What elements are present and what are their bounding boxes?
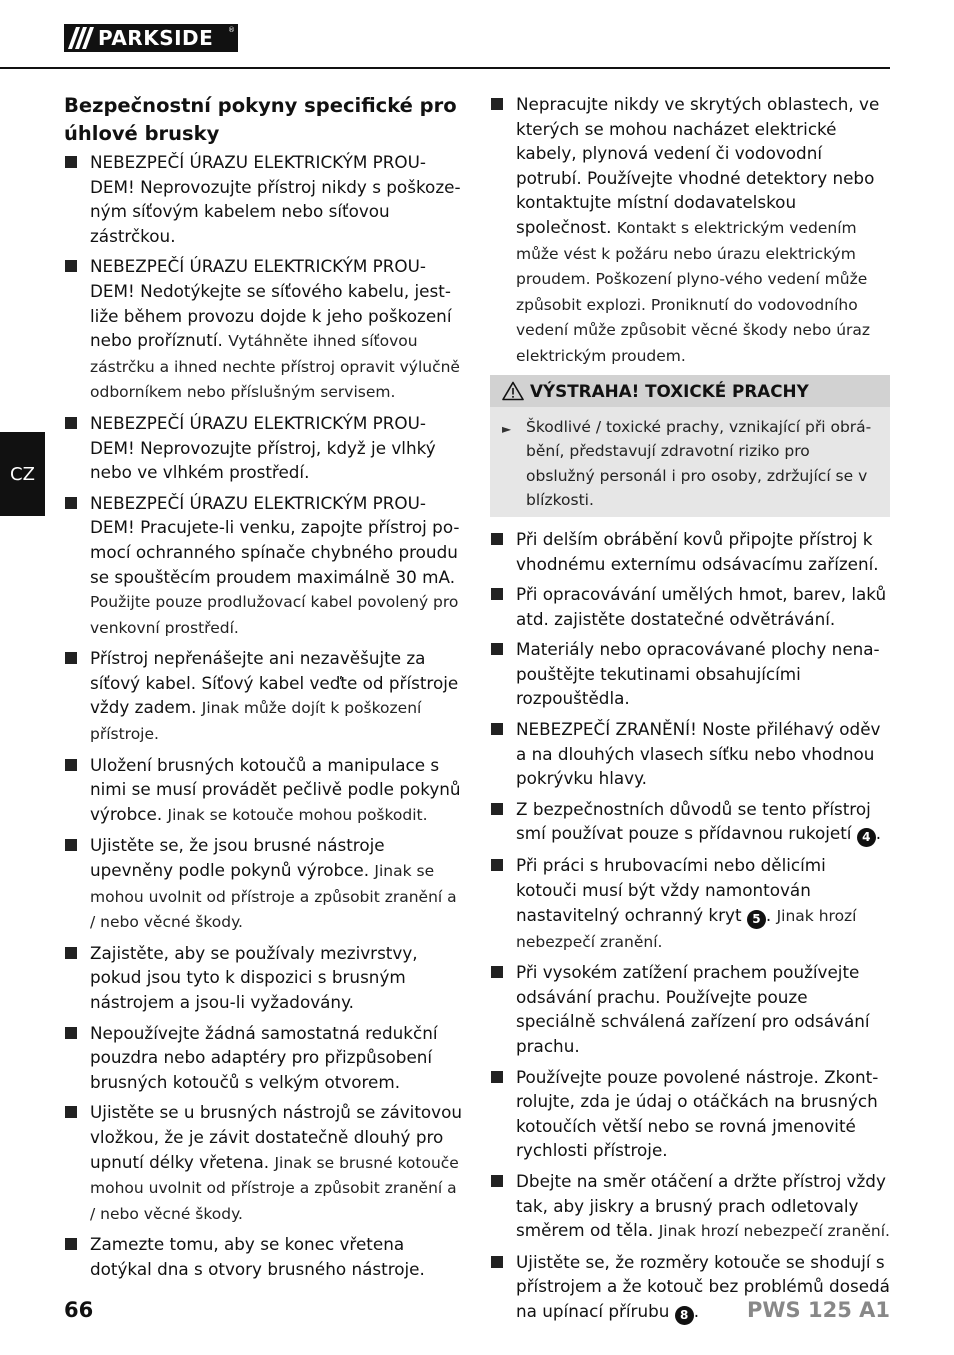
part-number-badge: 5 xyxy=(747,910,766,929)
item-plain-text: Jinak hrozí nebezpečí zranění. xyxy=(658,1222,890,1241)
item-strong-text: NEBEZPEČÍ ZRANĚNÍ! Noste přiléhavý oděv a na dlouhých vlasech síťku nebo vhodnou pokrývku hlavy. xyxy=(516,719,881,789)
warning-text: Škodlivé / toxické prachy, vznikající při obrá-bění, představují zdravotní riziko pro obslužný personál i pro osoby, zdržující se v blízkosti. xyxy=(526,417,872,510)
list-item xyxy=(64,1232,464,1281)
bullet-square-icon xyxy=(65,1106,77,1118)
bullet-square-icon xyxy=(491,1071,503,1083)
list-item xyxy=(490,637,890,711)
list-item xyxy=(64,833,464,934)
item-plain-text: Jinak se kotouče mohou poškodit. xyxy=(167,805,428,824)
right-item-list xyxy=(490,527,890,791)
item-strong-text: Nepoužívejte žádná samostatná redukční pouzdra nebo adaptéry pro přizpůsobení brusných kotoučů s velkým otvorem. xyxy=(90,1022,438,1092)
item-strong-text: NEBEZPEČÍ ÚRAZU ELEKTRICKÝM PROU-DEM! Nedotýkejte se síťového kabelu, jest-liže během provozu dojde k jeho poškození nebo proříznutí. xyxy=(90,256,452,351)
bullet-square-icon xyxy=(65,260,77,272)
warning-header xyxy=(490,375,890,407)
bullet-square-icon xyxy=(491,533,503,545)
item-strong-text: Dbejte na směr otáčení a držte přístroj vždy tak, aby jiskry a brusný prach odletovaly směrem od těla. xyxy=(516,1170,886,1241)
list-item xyxy=(64,1100,464,1226)
bullet-square-icon xyxy=(491,588,503,600)
item-strong-text: Ujistěte se, že jsou brusné nástroje upevněny podle pokynů výrobce. xyxy=(90,835,385,881)
item-plain-text: Kontakt s elektrickým vedením může vést k požáru nebo úrazu elektrickým proudem. Poškození plyno-vého vedení může způsobit explozi. Proniknutí do vodovodního vedení může způsobit věcné škody nebo úraz elektrickým proudem. xyxy=(516,218,871,365)
model-name: PWS 125 A1 xyxy=(746,1298,890,1322)
bullet-square-icon xyxy=(65,839,77,851)
list-item xyxy=(64,254,464,405)
item-plain-text: Použijte pouze prodlužovací kabel povolený pro venkovní prostředí. xyxy=(90,593,459,637)
item-strong-text: NEBEZPEČÍ ÚRAZU ELEKTRICKÝM PROU-DEM! Neprovozujte přístroj, když je vlhký nebo ve vlhkém prostředí. xyxy=(90,412,436,483)
warning-title: VÝSTRAHA! TOXICKÉ PRACHY xyxy=(530,380,809,401)
bullet-square-icon xyxy=(491,1256,503,1268)
item-strong-text: Materiály nebo opracovávané plochy nena-pouštějte tekutinami obsahujícími rozpouštědla. xyxy=(516,639,880,709)
arrow-right-icon: ► xyxy=(502,421,512,436)
item-plain-text: Jinak hrozí nebezpečí zranění. xyxy=(516,906,857,951)
list-item xyxy=(64,646,464,746)
list-item xyxy=(490,797,890,848)
bullet-square-icon xyxy=(491,859,503,871)
parkside-logo xyxy=(64,24,238,52)
bullet-square-icon xyxy=(491,966,503,978)
item-tail: . xyxy=(875,823,882,844)
bullet-square-icon xyxy=(65,1238,77,1250)
item-strong-text: NEBEZPEČÍ ÚRAZU ELEKTRICKÝM PROU-DEM! Neprovozujte přístroj nikdy s poškoze-ným síťovým kabelem nebo síťovou zástrčkou. xyxy=(90,152,461,246)
item-plain-text: Jinak se brusné kotouče mohou uvolnit od přístroje a způsobit zranění a / nebo věcné škody. xyxy=(90,1153,459,1223)
list-item xyxy=(64,753,464,828)
bullet-square-icon xyxy=(491,98,503,110)
bullet-square-icon xyxy=(65,497,77,509)
item-plain-text: Vytáhněte ihned síťovou zástrčku a ihned nechte přístroj opravit výlučně odborníkem nebo příslušným servisem. xyxy=(90,332,460,402)
bullet-square-icon xyxy=(491,803,503,815)
item-strong-text: Ujistěte se u brusných nástrojů se závitovou vložkou, že je závit dostatečně dlouhý pro upnutí délky vřetena. xyxy=(90,1102,462,1172)
list-item xyxy=(64,150,464,248)
part-number-badge: 4 xyxy=(857,828,876,847)
bullet-square-icon xyxy=(65,652,77,664)
bullet-square-icon xyxy=(491,643,503,655)
bullet-square-icon xyxy=(65,1027,77,1039)
item-tail: . xyxy=(765,904,772,925)
list-item xyxy=(64,491,464,641)
item-strong-text: Ujistěte se, že rozměry kotouče se shodují s přístrojem a že kotouč bez problémů dosedá na upínací přírubu xyxy=(516,1251,890,1321)
item-strong-text: Při vysokém zatížení prachem používejte odsávání prachu. Používejte pouze speciálně schválená zařízení pro odsávání prachu. xyxy=(516,962,870,1056)
warning-triangle-icon xyxy=(502,381,524,401)
item-strong-text: Zajistěte, aby se používaly mezivrstvy, pokud jsou tyto k dispozici s brusným nástrojem a jsou-li vyžadovány. xyxy=(90,942,418,1012)
left-column xyxy=(64,92,464,1288)
warning-box xyxy=(490,375,890,517)
right-column xyxy=(490,92,890,1331)
bullet-square-icon xyxy=(65,759,77,771)
item-plain-text: Jinak se mohou uvolnit od přístroje a způsobit zranění a / nebo věcné škody. xyxy=(90,862,457,932)
logo-text: PARKSIDE xyxy=(98,26,214,50)
item-tail: . xyxy=(693,1300,700,1321)
item-strong-text: Z bezpečnostních důvodů se tento přístroj smí používat pouze s přídavnou rukojetí xyxy=(516,798,871,844)
item-strong-text: Nepracujte nikdy ve skrytých oblastech, ve kterých se mohou nacházet elektrické kabely, plynová vedení či vodovodní potrubí. Používejte vhodné detektory nebo kontaktujte místní dodavatelskou společnost. xyxy=(516,94,880,237)
language-tab: CZ xyxy=(0,432,45,516)
bullet-square-icon xyxy=(65,947,77,959)
item-strong-text: Přístroj nepřenášejte ani nezavěšujte za síťový kabel. Síťový kabel veďte od přístroje vždy zadem. xyxy=(90,648,459,718)
item-strong-text: Při práci s hrubovacími nebo dělicími kotouči musí být vždy namontován nastavitelný ochranný kryt xyxy=(516,855,826,925)
bullet-square-icon xyxy=(65,417,77,429)
item-plain-text: Jinak může dojít k poškození přístroje. xyxy=(90,699,422,744)
logo-stripes-icon xyxy=(64,24,98,52)
bullet-square-icon xyxy=(491,1175,503,1187)
list-item xyxy=(490,960,890,1058)
item-strong-text: Při delším obrábění kovů připojte přístroj k vhodnému externímu odsávacímu zařízení. xyxy=(516,528,879,574)
list-item xyxy=(64,411,464,485)
list-item xyxy=(490,92,890,369)
section-title: Bezpečnostní pokyny specifické pro úhlové brusky xyxy=(64,94,457,145)
bullet-square-icon xyxy=(491,723,503,735)
item-strong-text: NEBEZPEČÍ ÚRAZU ELEKTRICKÝM PROU-DEM! Pracujete-li venku, zapojte přístroj po-mocí ochranného spínače chybného proudu se spouštěcím proudem maximálně 30 mA. xyxy=(90,492,460,587)
item-strong-text: Používejte pouze povolené nástroje. Zkont-rolujte, zda je údaj o otáčkách na brusných kotoučích větší nebo se rovná jmenovité rychlosti přístroje. xyxy=(516,1066,879,1161)
right-item-list-2 xyxy=(490,960,890,1244)
bullet-square-icon xyxy=(65,156,77,168)
list-item xyxy=(490,853,890,954)
list-item xyxy=(490,527,890,576)
item-strong-text: Uložení brusných kotoučů a manipulace s nimi se musí provádět pečlivě podle pokynů výrobce. xyxy=(90,754,461,824)
list-item xyxy=(490,1169,890,1244)
item-strong-text: Při opracovávání umělých hmot, barev, laků atd. zajistěte dostatečné odvětrávání. xyxy=(516,584,887,629)
list-item xyxy=(490,582,890,631)
warning-body xyxy=(490,407,890,517)
list-item xyxy=(490,1065,890,1163)
part-number-badge: 8 xyxy=(675,1306,694,1325)
registered-mark: ® xyxy=(228,26,235,34)
page-number: 66 xyxy=(64,1298,94,1322)
list-item xyxy=(64,1021,464,1095)
item-strong-text: Zamezte tomu, aby se konec vřetena dotýkal dna s otvory brusného nástroje. xyxy=(90,1234,425,1279)
left-item-list xyxy=(64,150,464,1282)
list-item xyxy=(64,941,464,1015)
header-rule xyxy=(0,67,890,69)
list-item xyxy=(490,717,890,791)
